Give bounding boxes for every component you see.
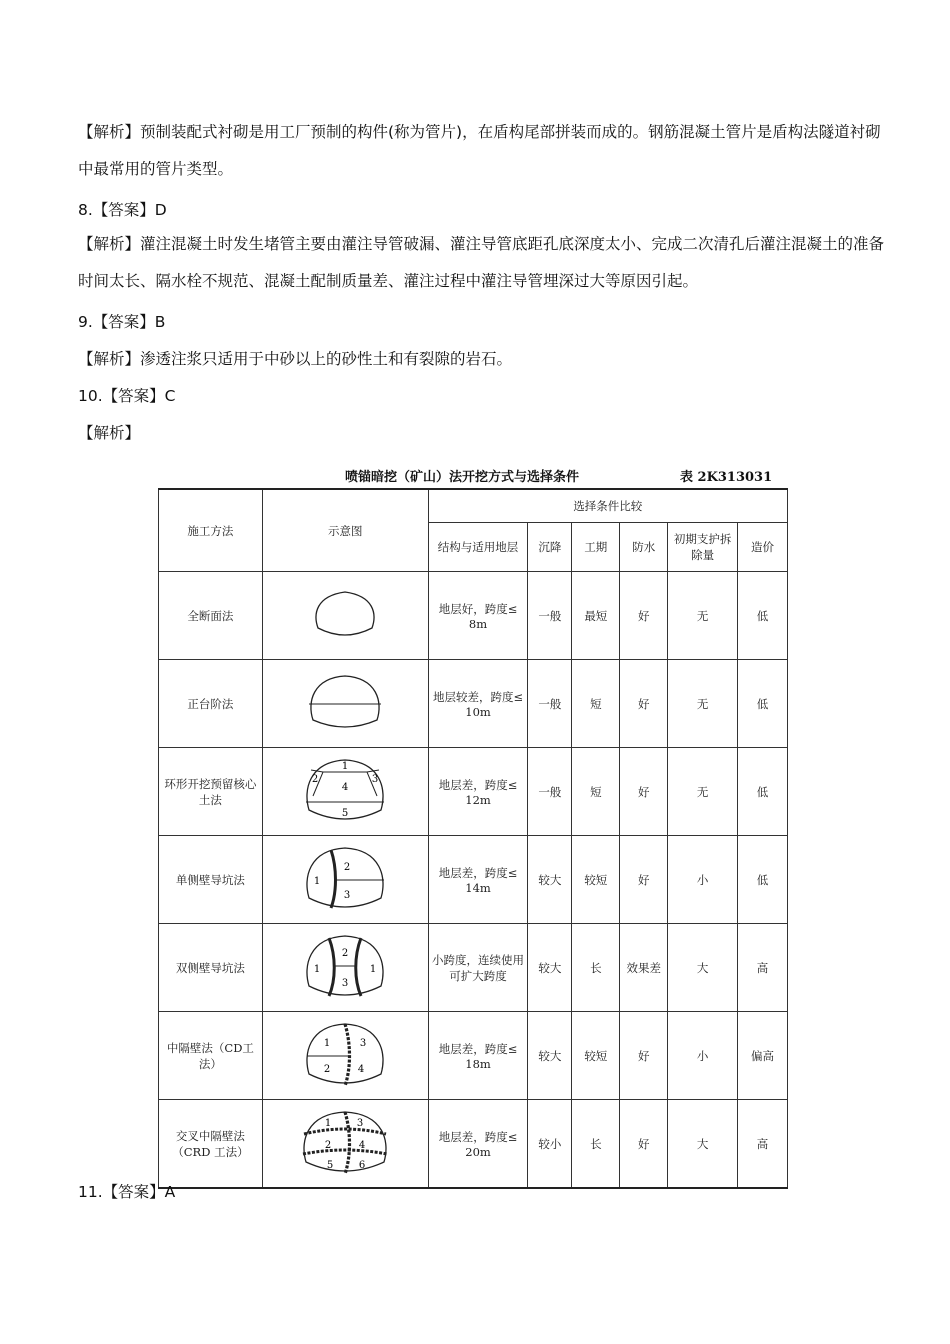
- diagram-cell: [262, 748, 428, 836]
- period-cell: 短: [572, 748, 620, 836]
- structure-cell: 地层好，跨度≤ 8m: [428, 572, 528, 660]
- diagram-cell: [262, 660, 428, 748]
- method-cell: 交叉中隔壁法（CRD 工法）: [159, 1100, 263, 1189]
- diagram-label: 2: [342, 947, 349, 959]
- method-cell: 双侧壁导坑法: [159, 924, 263, 1012]
- table-row: [159, 748, 788, 836]
- diagram-label: 2: [344, 861, 351, 873]
- diagram-label: 3: [357, 1117, 364, 1129]
- structure-cell: 地层差，跨度≤ 20m: [428, 1100, 528, 1189]
- support-cell: 无: [668, 748, 738, 836]
- diagram-label: 4: [358, 1063, 365, 1075]
- structure-cell: 地层差，跨度≤ 14m: [428, 836, 528, 924]
- cost-cell: 低: [738, 748, 788, 836]
- diagram-label: 2: [312, 773, 319, 785]
- waterproof-cell: 好: [620, 1100, 668, 1189]
- settlement-cell: 较大: [528, 924, 572, 1012]
- header-structure: 结构与适用地层: [428, 523, 528, 572]
- answer-8: 8.【答案】D: [78, 201, 167, 219]
- method-cell: 单侧壁导坑法: [159, 836, 263, 924]
- bench-diagram: [305, 672, 385, 736]
- diagram-cell: [262, 836, 428, 924]
- settlement-cell: 一般: [528, 660, 572, 748]
- diagram-label: 3: [360, 1037, 367, 1049]
- period-cell: 短: [572, 660, 620, 748]
- diagram-label: 1: [342, 760, 349, 772]
- diagram-label: 5: [327, 1159, 334, 1171]
- paragraph-analysis-9: 【解析】渗透注浆只适用于中砂以上的砂性土和有裂隙的岩石。: [78, 350, 513, 368]
- waterproof-cell: 好: [620, 660, 668, 748]
- period-cell: 长: [572, 924, 620, 1012]
- diagram-label: 1: [325, 1117, 332, 1129]
- header-method: 施工方法: [159, 489, 263, 572]
- period-cell: 最短: [572, 572, 620, 660]
- header-diagram: 示意图: [262, 489, 428, 572]
- table-row: [159, 572, 788, 660]
- support-cell: 大: [668, 924, 738, 1012]
- diagram-label: 2: [324, 1063, 331, 1075]
- diagram-cell: [262, 1012, 428, 1100]
- period-cell: 长: [572, 1100, 620, 1189]
- answer-10: 10.【答案】C: [78, 387, 176, 405]
- diagram-label: 3: [372, 773, 379, 785]
- cost-cell: 低: [738, 660, 788, 748]
- support-cell: 小: [668, 836, 738, 924]
- settlement-cell: 较大: [528, 836, 572, 924]
- cost-cell: 偏高: [738, 1012, 788, 1100]
- waterproof-cell: 好: [620, 572, 668, 660]
- waterproof-cell: 好: [620, 748, 668, 836]
- waterproof-cell: 好: [620, 1012, 668, 1100]
- table-row: [159, 660, 788, 748]
- diagram-label: 1: [324, 1037, 331, 1049]
- diagram-label: 1: [314, 963, 321, 975]
- cost-cell: 低: [738, 836, 788, 924]
- cost-cell: 高: [738, 1100, 788, 1189]
- header-comparison: 选择条件比较: [428, 489, 787, 523]
- paragraph-analysis-7: 【解析】预制装配式衬砌是用工厂预制的构件(称为管片)，在盾构尾部拼装而成的。钢筋混凝土管片是盾构法隧道衬砌中最常用的管片类型。: [78, 123, 881, 178]
- support-cell: 大: [668, 1100, 738, 1189]
- excavation-methods-table: [158, 488, 788, 1189]
- diagram-label: 1: [370, 963, 377, 975]
- method-cell: 正台阶法: [159, 660, 263, 748]
- waterproof-cell: 效果差: [620, 924, 668, 1012]
- answer-9: 9.【答案】B: [78, 313, 166, 331]
- table-number: 表 2K313031: [680, 470, 773, 485]
- table-row: [159, 1012, 788, 1100]
- table-row: [159, 836, 788, 924]
- full-face-diagram: [310, 588, 380, 644]
- structure-cell: 地层较差，跨度≤ 10m: [428, 660, 528, 748]
- settlement-cell: 较小: [528, 1100, 572, 1189]
- diagram-cell: [262, 1100, 428, 1189]
- support-cell: 小: [668, 1012, 738, 1100]
- structure-cell: 地层差，跨度≤ 18m: [428, 1012, 528, 1100]
- period-cell: 较短: [572, 1012, 620, 1100]
- diagram-label: 4: [342, 781, 349, 793]
- method-cell: 中隔壁法（CD工法）: [159, 1012, 263, 1100]
- support-cell: 无: [668, 660, 738, 748]
- header-support-removal: 初期支护拆除量: [668, 523, 738, 572]
- header-period: 工期: [572, 523, 620, 572]
- cost-cell: 高: [738, 924, 788, 1012]
- waterproof-cell: 好: [620, 836, 668, 924]
- ring-core-diagram: [303, 756, 387, 828]
- paragraph-analysis-10: 【解析】: [78, 424, 141, 442]
- paragraph-analysis-8: 【解析】灌注混凝土时发生堵管主要由灌注导管破漏、灌注导管底距孔底深度太小、完成二次清孔后灌注混凝土的准备时间太长、隔水栓不规范、混凝土配制质量差、灌注过程中灌注导管埋深过大等原因引起。: [78, 235, 885, 290]
- diagram-cell: [262, 924, 428, 1012]
- single-side-drift-diagram: [303, 844, 387, 916]
- table-row: [159, 924, 788, 1012]
- double-side-drift-diagram: [303, 932, 387, 1004]
- crd-method-diagram: [300, 1108, 390, 1180]
- header-cost: 造价: [738, 523, 788, 572]
- table-row: [159, 1100, 788, 1189]
- cost-cell: 低: [738, 572, 788, 660]
- settlement-cell: 一般: [528, 748, 572, 836]
- settlement-cell: 较大: [528, 1012, 572, 1100]
- support-cell: 无: [668, 572, 738, 660]
- settlement-cell: 一般: [528, 572, 572, 660]
- excavation-methods-figure: [155, 458, 795, 1171]
- diagram-label: 1: [314, 875, 321, 887]
- diagram-cell: [262, 572, 428, 660]
- diagram-label: 3: [344, 889, 351, 901]
- diagram-label: 4: [359, 1139, 366, 1151]
- diagram-label: 6: [359, 1159, 366, 1171]
- answer-11: 11.【答案】A: [78, 1183, 176, 1201]
- table-title: 喷锚暗挖（矿山）法开挖方式与选择条件: [345, 470, 580, 485]
- method-cell: 环形开挖预留核心土法: [159, 748, 263, 836]
- period-cell: 较短: [572, 836, 620, 924]
- header-settlement: 沉降: [528, 523, 572, 572]
- diagram-label: 2: [325, 1139, 332, 1151]
- diagram-label: 5: [342, 807, 349, 819]
- structure-cell: 地层差，跨度≤ 12m: [428, 748, 528, 836]
- method-cell: 全断面法: [159, 572, 263, 660]
- structure-cell: 小跨度，连续使用可扩大跨度: [428, 924, 528, 1012]
- header-waterproof: 防水: [620, 523, 668, 572]
- cd-method-diagram: [303, 1020, 387, 1092]
- diagram-label: 3: [342, 977, 349, 989]
